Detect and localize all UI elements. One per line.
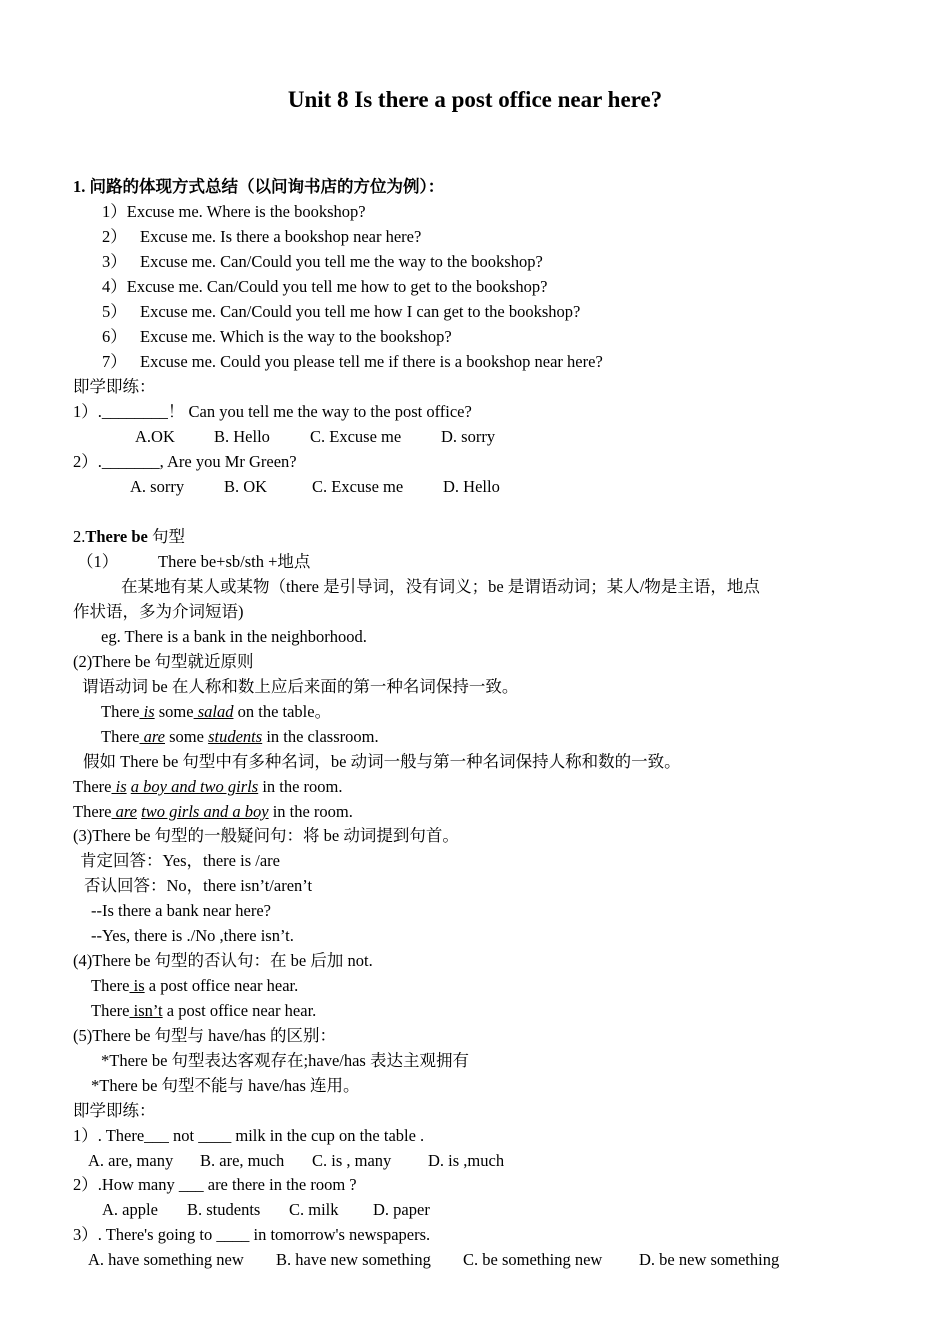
page-title: Unit 8 Is there a post office near here?: [287, 87, 663, 112]
practice-label: 即学即练：: [73, 377, 156, 396]
rule-3-no: 否认回答：No，there isn’t/aren’t: [84, 876, 313, 895]
rule-1-desc: 在某地有某人或某物（there 是引导词，没有词义；be 是谓语动词；某人/物是主语，地点: [121, 577, 760, 596]
rule-5-point: *There be 句型不能与 have/has 连用。: [91, 1076, 360, 1095]
rule-5-title: (5)There be 句型与 have/has 的区别：: [73, 1026, 337, 1045]
rule-4-title: (4)There be 句型的否认句：在 be 后加 not.: [73, 951, 373, 970]
exercise-question: 1）.________！ Can you tell me the way to the post office?: [73, 402, 472, 421]
exercise-question: 1）. There___ not ____ milk in the cup on the table .: [73, 1126, 425, 1145]
list-item: 5） Excuse me. Can/Could you tell me how I can get to the bookshop?: [102, 302, 581, 321]
list-item: 2） Excuse me. Is there a bookshop near here?: [102, 227, 422, 246]
rule-1: （1） There be+sb/sth +地点: [77, 552, 311, 571]
example-sentence: There are some students in the classroom.: [101, 727, 379, 746]
example-sentence: There is some salad on the table。: [101, 702, 332, 721]
exercise-options: A. apple B. students C. milk D. paper: [102, 1200, 430, 1219]
rule-1-desc-cont: 作状语，多为介词短语): [73, 602, 244, 621]
list-item: 4）Excuse me. Can/Could you tell me how to get to the bookshop?: [102, 277, 548, 296]
exercise-question: 2）._______, Are you Mr Green?: [73, 452, 297, 471]
list-item: 7） Excuse me. Could you please tell me if there is a bookshop near here?: [102, 352, 603, 371]
practice-label: 即学即练：: [73, 1101, 156, 1120]
example-sentence: There are two girls and a boy in the room.: [73, 802, 353, 821]
rule-3-question: --Is there a bank near here?: [91, 901, 272, 920]
exercise-question: 3）. There's going to ____ in tomorrow's newspapers.: [73, 1225, 431, 1244]
rule-2-title: (2)There be 句型就近原则: [73, 652, 254, 671]
rule-5-point: *There be 句型表达客观存在;have/has 表达主观拥有: [101, 1051, 469, 1070]
exercise-options: A.OK B. Hello C. Excuse me D. sorry: [135, 427, 496, 446]
rule-3-title: (3)There be 句型的一般疑问句：将 be 动词提到句首。: [73, 826, 459, 845]
list-item: 3） Excuse me. Can/Could you tell me the way to the bookshop?: [102, 252, 543, 271]
section-2-heading: 2.There be 句型: [73, 527, 185, 546]
example-sentence: There isn’t a post office near hear.: [91, 1001, 317, 1020]
rule-2-note: 假如 There be 句型中有多种名词，be 动词一般与第一种名词保持人称和数的一致。: [83, 752, 681, 771]
exercise-options: A. have something new B. have new something C. be something new D. be new something: [88, 1250, 780, 1269]
example-sentence: There is a boy and two girls in the room.: [73, 777, 343, 796]
exercise-options: A. sorry B. OK C. Excuse me D. Hello: [130, 477, 500, 496]
rule-1-example: eg. There is a bank in the neighborhood.: [101, 627, 367, 646]
rule-3-yes: 肯定回答：Yes，there is /are: [80, 851, 280, 870]
list-item: 1）Excuse me. Where is the bookshop?: [102, 202, 366, 221]
rule-2-desc: 谓语动词 be 在人称和数上应后来面的第一种名词保持一致。: [82, 677, 519, 696]
list-item: 6） Excuse me. Which is the way to the bookshop?: [102, 327, 452, 346]
exercise-options: A. are, many B. are, much C. is , many D. is ,much: [88, 1151, 505, 1170]
example-sentence: There is a post office near hear.: [91, 976, 299, 995]
section-1-heading: 1. 问路的体现方式总结（以问询书店的方位为例）：: [73, 177, 445, 196]
rule-3-answer: --Yes, there is ./No ,there isn’t.: [91, 926, 294, 945]
exercise-question: 2）.How many ___ are there in the room ?: [73, 1175, 357, 1194]
